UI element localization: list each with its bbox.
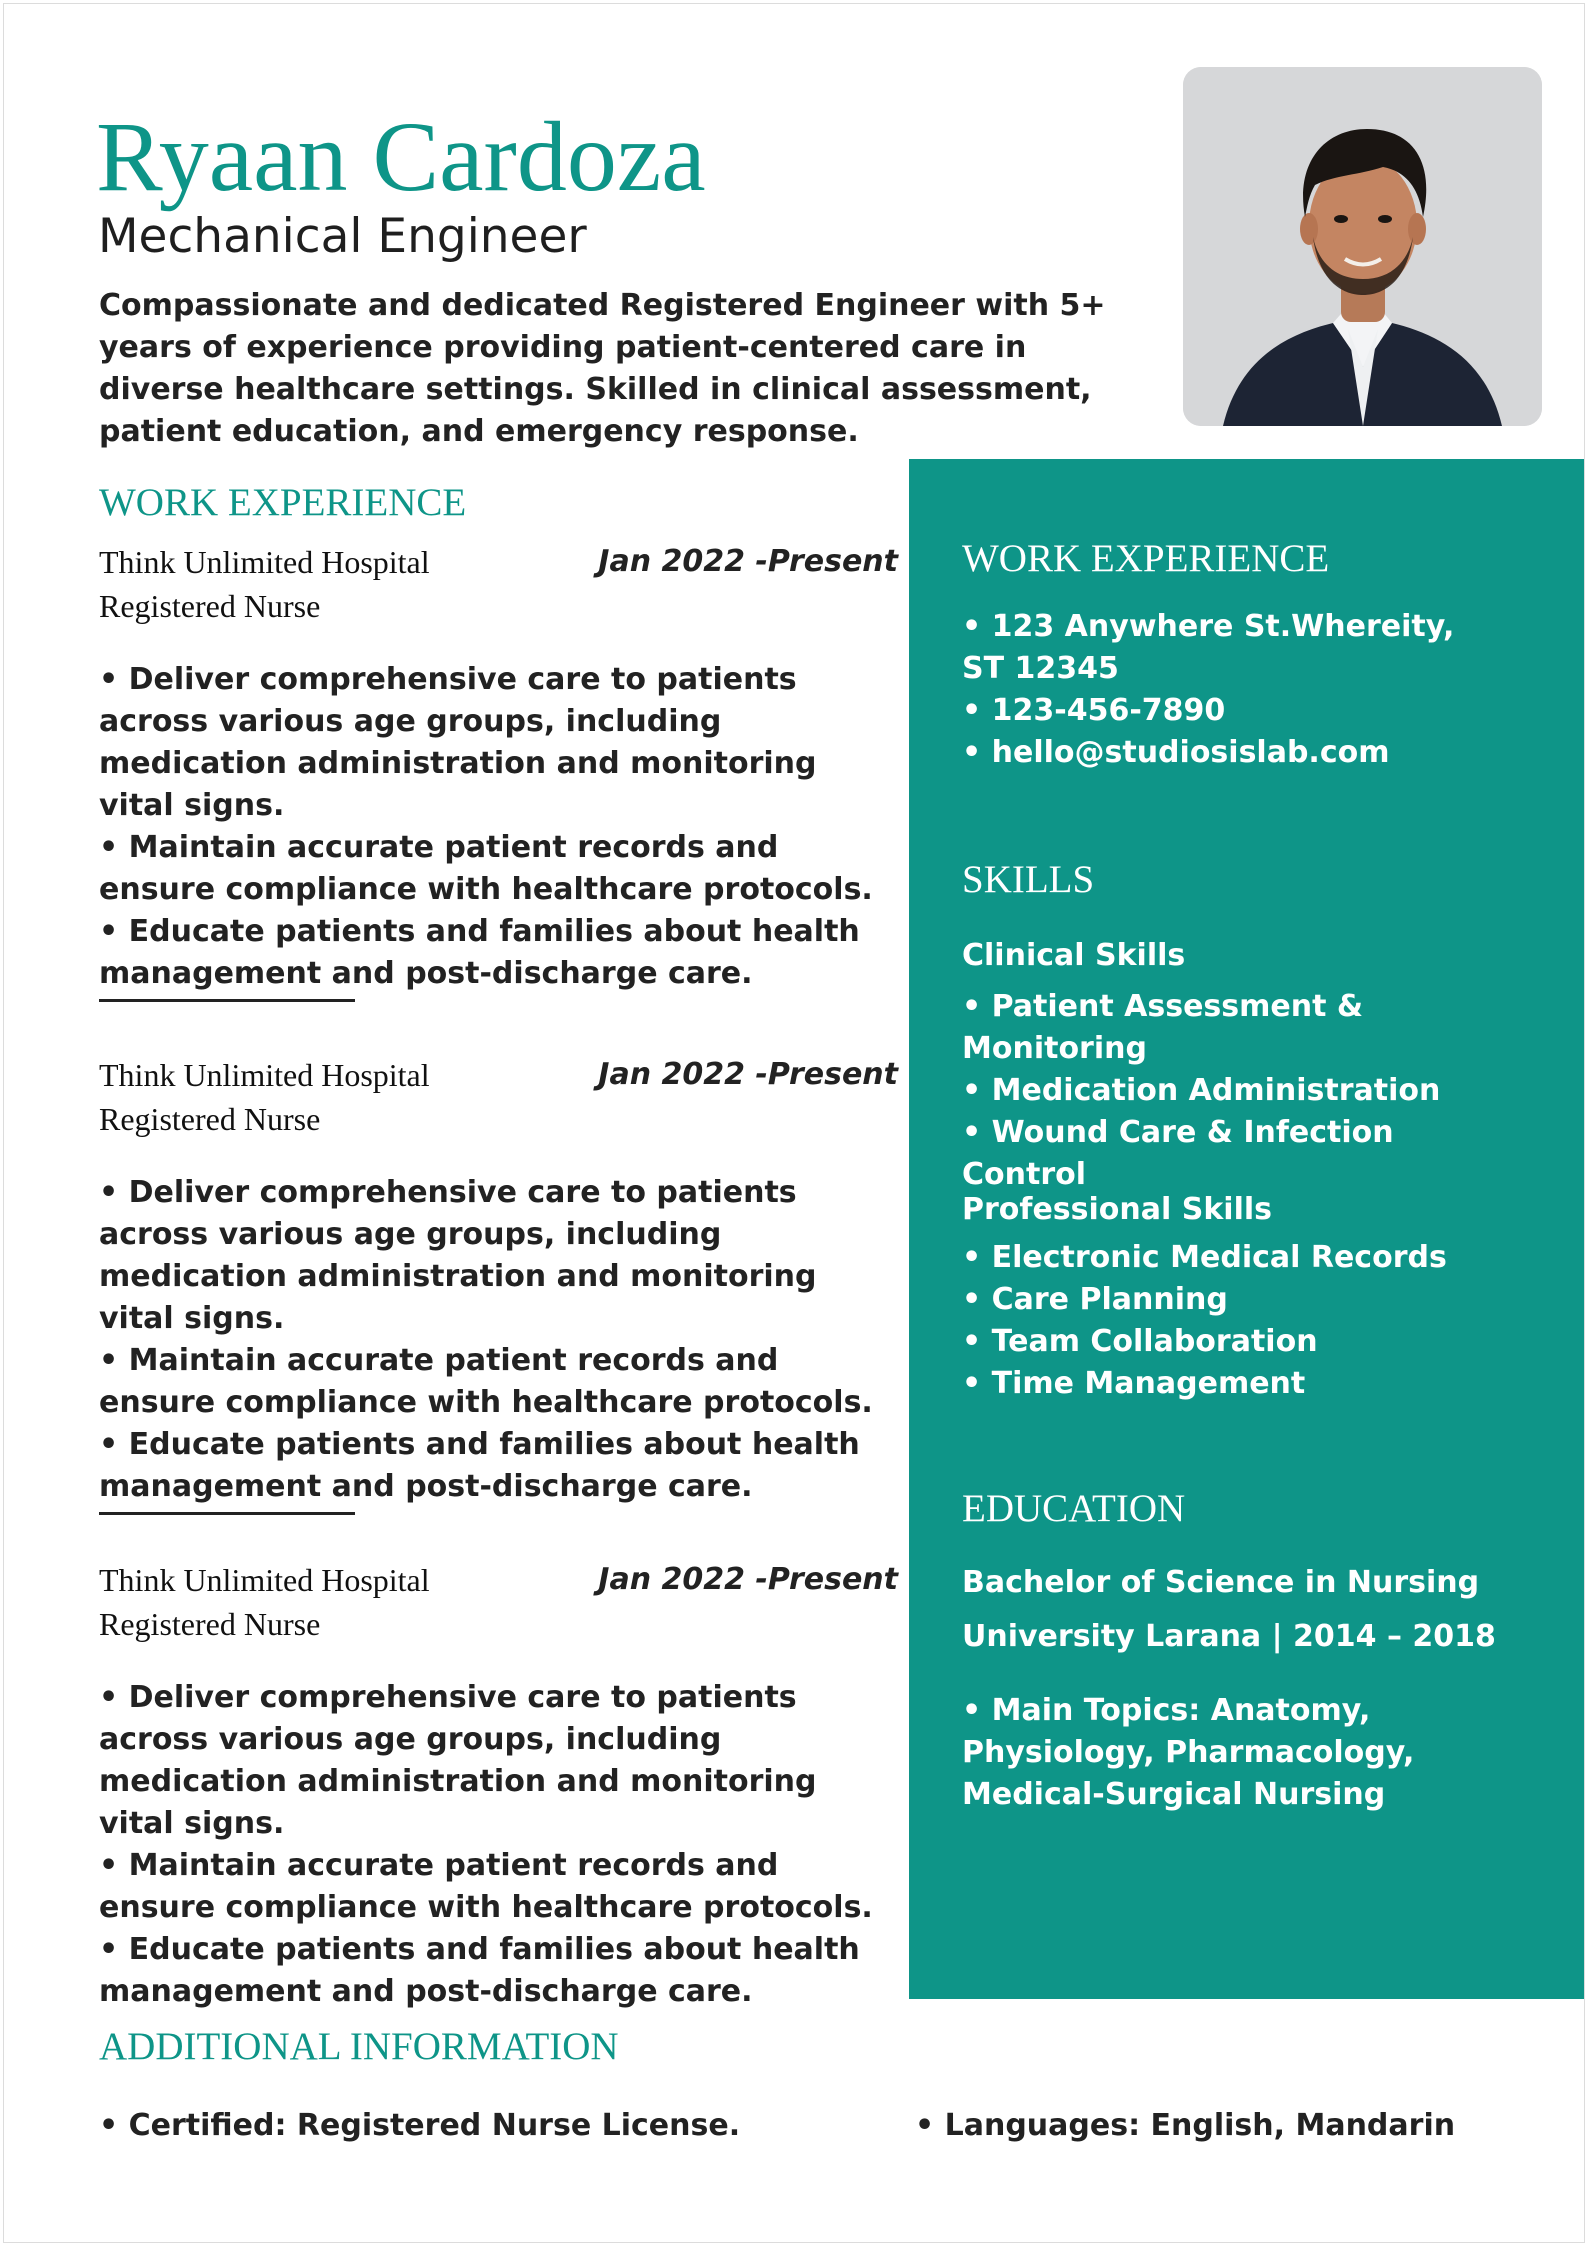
professional-skills-list [962, 1237, 1562, 1405]
clinical-skills-list [962, 986, 1522, 1196]
skill-item: • Electronic Medical Records [962, 1240, 1447, 1275]
company-name: Think Unlimited Hospital [99, 544, 430, 580]
address-item: • 123 Anywhere St.Whereity, ST 12345 [962, 609, 1455, 686]
job-date: Jan 2022 -Present [598, 1562, 898, 1597]
additional-info-heading: ADDITIONAL INFORMATION [99, 2025, 619, 2068]
skills-heading: SKILLS [962, 858, 1095, 901]
profile-summary: Compassionate and dedicated Registered Engineer with 5+ years of experience providing patient-centered care in diverse healthcare settings. Skilled in clinical assessment, patient education, and emergency response. [99, 288, 1106, 449]
job-bullet: • Maintain accurate patient records and ensure compliance with healthcare protocols. [99, 830, 873, 907]
job-bullet: • Deliver comprehensive care to patients across various age groups, including medication administration and monitoring vital signs. [99, 1175, 817, 1336]
email-item: • hello@studiosislab.com [962, 735, 1390, 770]
education-school: University Larana | 2014 – 2018 [962, 1619, 1496, 1654]
sidebar-panel [909, 459, 1585, 1999]
phone-item: • 123-456-7890 [962, 693, 1226, 728]
job-entry [99, 540, 899, 995]
resume-page [3, 3, 1585, 2243]
skill-item: • Medication Administration [962, 1073, 1441, 1108]
job-entry [99, 1558, 899, 2013]
divider [99, 999, 355, 1002]
job-bullet: • Deliver comprehensive care to patients across various age groups, including medication administration and monitoring vital signs. [99, 1680, 817, 1841]
job-bullet: • Maintain accurate patient records and ensure compliance with healthcare protocols. [99, 1848, 873, 1925]
job-position: Registered Nurse [99, 1606, 321, 1642]
job-entry [99, 1053, 899, 1508]
education-degree: Bachelor of Science in Nursing [962, 1565, 1480, 1600]
job-bullets [99, 1677, 899, 2013]
job-bullet: • Educate patients and families about health management and post-discharge care. [99, 1932, 860, 2009]
skill-item: • Wound Care & Infection Control [962, 1115, 1394, 1192]
job-position: Registered Nurse [99, 588, 321, 624]
languages-item: • Languages: English, Mandarin [915, 2108, 1456, 2143]
company-name: Think Unlimited Hospital [99, 1057, 430, 1093]
clinical-skills-heading: Clinical Skills [962, 938, 1186, 973]
certification-item: • Certified: Registered Nurse License. [99, 2108, 741, 2143]
candidate-name: Ryaan Cardoza [96, 101, 706, 212]
company-name: Think Unlimited Hospital [99, 1562, 430, 1598]
job-bullet: • Educate patients and families about health management and post-discharge care. [99, 1427, 860, 1504]
job-bullet: • Educate patients and families about health management and post-discharge care. [99, 914, 860, 991]
profile-photo [1183, 67, 1542, 426]
job-bullets [99, 659, 899, 995]
contact-list [962, 606, 1482, 774]
education-topics: • Main Topics: Anatomy, Physiology, Pharmacology, Medical-Surgical Nursing [962, 1693, 1415, 1812]
job-bullet: • Deliver comprehensive care to patients across various age groups, including medication administration and monitoring vital signs. [99, 662, 817, 823]
job-bullets [99, 1172, 899, 1508]
professional-skills-heading: Professional Skills [962, 1192, 1272, 1227]
work-experience-heading: WORK EXPERIENCE [99, 481, 467, 524]
skill-item: • Team Collaboration [962, 1324, 1318, 1359]
job-date: Jan 2022 -Present [598, 1057, 898, 1092]
job-position: Registered Nurse [99, 1101, 321, 1137]
education-heading: EDUCATION [962, 1487, 1186, 1530]
skill-item: • Time Management [962, 1366, 1306, 1401]
skill-item: • Patient Assessment & Monitoring [962, 989, 1364, 1066]
job-bullet: • Maintain accurate patient records and ensure compliance with healthcare protocols. [99, 1343, 873, 1420]
skill-item: • Care Planning [962, 1282, 1228, 1317]
job-date: Jan 2022 -Present [598, 544, 898, 579]
contact-heading: WORK EXPERIENCE [962, 537, 1330, 580]
divider [99, 1512, 355, 1515]
profile-photo-image [1183, 67, 1542, 426]
candidate-title: Mechanical Engineer [98, 209, 587, 264]
